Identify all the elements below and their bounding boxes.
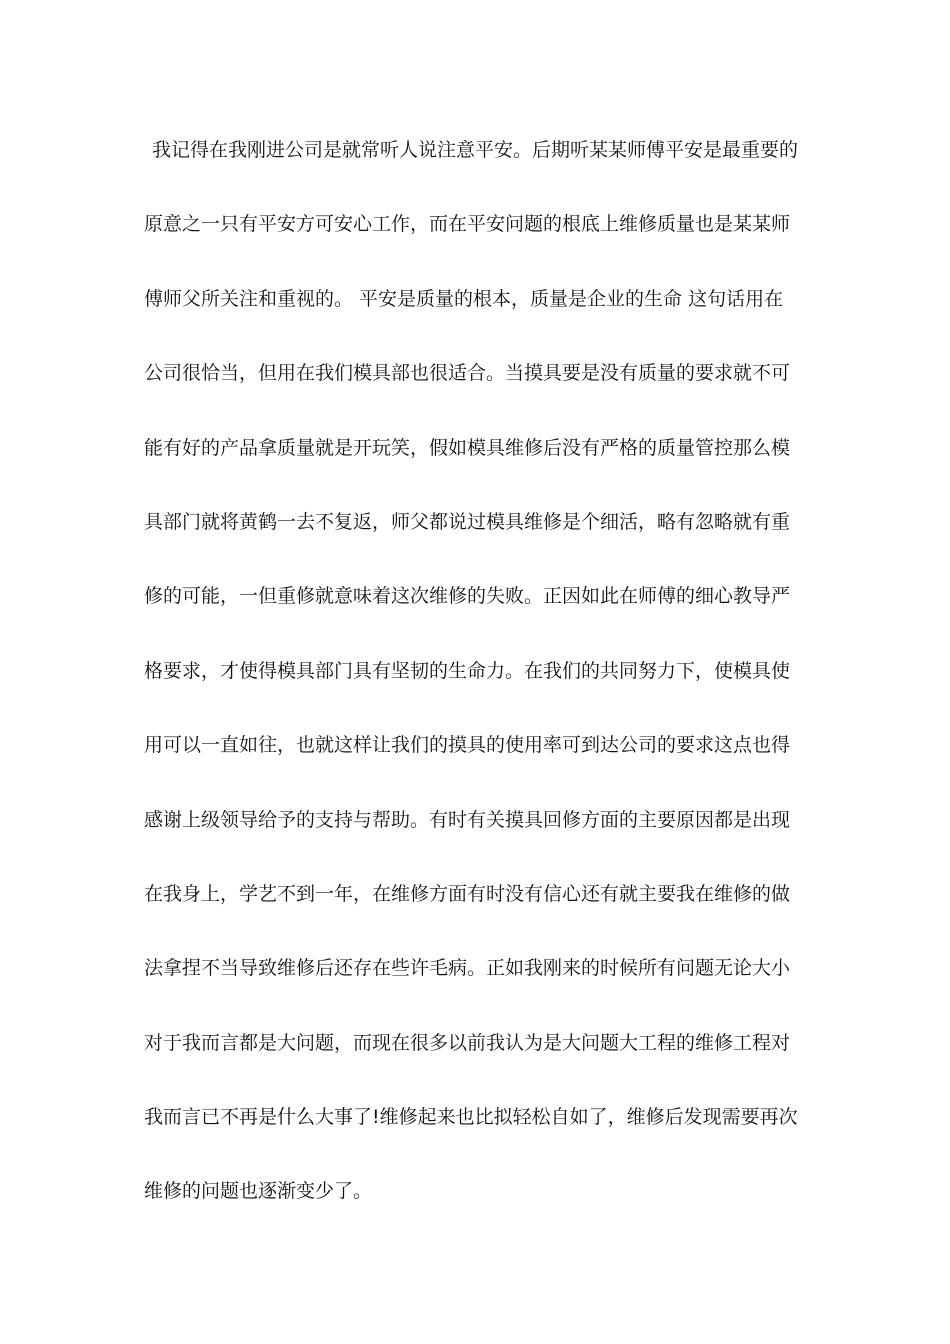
paragraph-line-6: 具部门就将黄鹤一去不复返，师父都说过模具维修是个细活，略有忽略就有重 [144, 510, 791, 533]
paragraph-line-8: 格要求，才使得模具部门具有坚韧的生命力。在我们的共同努力下，使模具使 [144, 659, 791, 682]
body-paragraph [144, 132, 814, 1248]
paragraph-line-14: 我而言已不再是什么大事了!维修起来也比拟轻松自如了，维修后发现需要再次 [144, 1106, 798, 1129]
paragraph-line-11: 在我身上，学艺不到一年，在维修方面有时没有信心还有就主要我在维修的做 [144, 882, 791, 905]
paragraph-line-15: 维修的问题也逐渐变少了。 [144, 1180, 373, 1203]
paragraph-line-7: 修的可能，一但重修就意味着这次维修的失败。正因如此在师傅的细心教导严 [144, 585, 791, 608]
paragraph-line-3: 傅师父所关注和重视的。 平安是质量的根本，质量是企业的生命 这句话用在 [144, 287, 784, 310]
paragraph-line-10: 感谢上级领导给予的支持与帮助。有时有关摸具回修方面的主要原因都是出现 [144, 808, 791, 831]
paragraph-line-5: 能有好的产品拿质量就是开玩笑，假如模具维修后没有严格的质量管控那么模 [144, 436, 791, 459]
paragraph-line-1: 我记得在我刚进公司是就常听人说注意平安。后期听某某师傅平安是最重要的 [152, 139, 799, 161]
paragraph-line-13: 对于我而言都是大问题，而现在很多以前我认为是大问题大工程的维修工程对 [144, 1031, 791, 1054]
paragraph-line-2: 原意之一只有平安方可安心工作，而在平安问题的根底上维修质量也是某某师 [144, 213, 791, 236]
paragraph-line-9: 用可以一直如往，也就这样让我们的摸具的使用率可到达公司的要求这点也得 [144, 734, 791, 757]
paragraph-line-4: 公司很恰当，但用在我们模具部也很适合。当摸具要是没有质量的要求就不可 [144, 362, 791, 385]
paragraph-line-12: 法拿捏不当导致维修后还存在些许毛病。正如我刚来的时候所有问题无论大小 [144, 957, 791, 980]
